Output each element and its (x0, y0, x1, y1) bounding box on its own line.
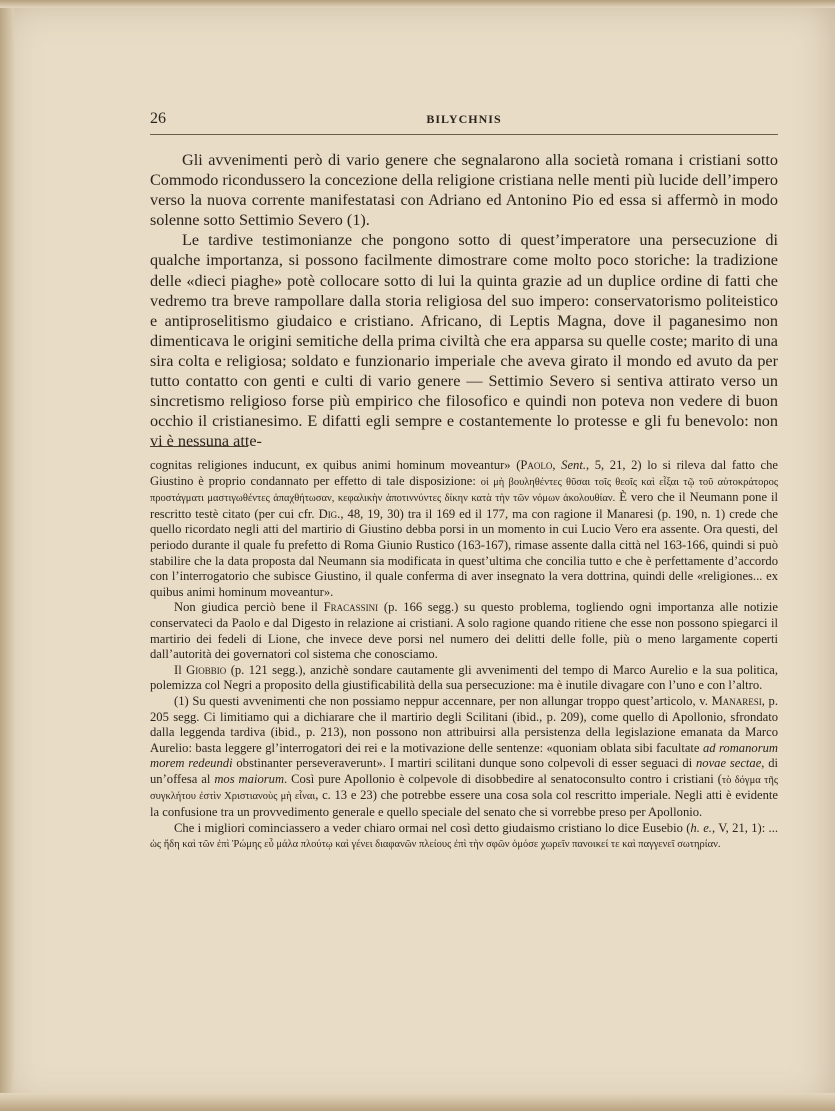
footnote-giobbio: Il Giobbio (p. 121 segg.), anzichè sondare cautamente gli avvenimenti del tempo di Marco Aurelio e la sua politica, polemizza col Negri a proposito della giustificabilità della sua persecuzione: ma è inutile divagare con l’uno e con l’altro. (150, 662, 779, 693)
page-edge-left (0, 0, 14, 1111)
running-title: BILYCHNIS (426, 112, 502, 126)
footnote-fracassini: Non giudica perciò bene il Fracassini (p. 166 segg.) su questo problema, togliendo ogni importanza alle notizie conservateci da Paolo e dal Digesto in relazione ai cristiani. A solo ragione quando ritiene che esse non possono spiegarci il martirio dei fedeli di Lione, che invece deve porsi nel numero dei delitti delle folle, più o meno largamente coperti dall’autorità dei governatori col sistema che conosciamo. (150, 600, 778, 662)
footnote-continuation: cognitas religiones inducunt, ex quibus animi hominum moveantur» (Paolo, Sent., 5, 21, 2) lo si rileva dal fatto che Giustino è proprio condannato per effetto di tale disposizione: οἱ μὴ βουληθέντες θῦσαι τοῖς θεοῖς καὶ εἶξαι τῷ τοῦ αὐτοκράτορος προστάγματι μαστιγωθέντες ἀπαχθήτωσαν, κεφαλικὴν ἀποτιννύντες δίκην κατὰ τὴν τῶν νόμων ἀκολουθίαν. È vero che il Neumann pone il rescritto testè citato (per cui cfr. Dig., 48, 19, 30) tra il 169 ed il 177, ma con ragione il Manaresi (p. 190, n. 1) crede che quello ricordato negli atti del martirio di Giustino debba porsi in un momento in cui Lucio Vero era assente. Ora questi, del periodo durante il quale fu prefetto di Roma Giunio Rustico (163-167), rimase assente dalla città nel 163-166, quindi si può stabilire che la data proposta dal Neumann sia modificata in quest’ultima che concilia tutto e che è perfettamente d’accordo con l’interrogatorio che subisce Giustino, il quale conferma di aver insegnato la vera dottrina, quindi delle «religiones... ex quibus animi hominum moveantur». (150, 458, 779, 599)
page-number: 26 (150, 110, 166, 127)
footnote-separator (150, 446, 248, 447)
running-header (150, 110, 778, 135)
main-text (150, 150, 778, 451)
footnotes (150, 458, 778, 853)
footnote-eusebio: Che i migliori cominciassero a veder chiaro ormai nel così detto giudaismo cristiano lo dice Eusebio (h. e., V, 21, 1): ... ὡς ἤδη καὶ τῶν ἐπὶ Ῥώμης εὖ μάλα πλούτῳ καὶ γένει διαφανῶν πλείους ἐπὶ τὴν σφῶν ὁμόσε χωρεῖν πανοικεί τε καὶ παγγενεῖ σωτηρίαν. (150, 820, 778, 851)
paragraph-1: Gli avvenimenti però di vario genere che segnalarono alla società romana i cristiani sotto Commodo ricondussero la concezione della religione cristiana nelle menti più lucide dell’impero verso la nuova corrente manifestatasi con Adriano ed Antonino Pio ed essa si affermò in modo solenne sotto Settimio Severo (1). (150, 151, 778, 230)
page-edge-bottom (0, 1093, 835, 1111)
footnote-1: (1) Su questi avvenimenti che non possiamo neppur accennare, per non allungar troppo quest’articolo, v. Manaresi, p. 205 segg. Ci limitiamo qui a dichiarare che il martirio degli Scilitani (ibid., p. 209), come quello di Apollonio, sfrondato dalla leggenda tardiva (ibid., p. 213), non possono non attribuirsi alla persistenza della legislazione emanata da Marco Aurelio: basta leggere gl’interrogatori dei rei e la motivazione delle sentenze: «quoniam oblata sibi facultate ad romanorum morem redeundi obstinanter perseveraverunt». I martiri scilitani dunque sono colpevoli di esser seguaci di novae sectae, di un’offesa al mos maiorum. Così pure Apollonio è colpevole di disobbedire al senatoconsulto contro i cristiani (τὸ δόγμα τῆς συγκλήτου ἐστὶν Χριστιανοὺς μὴ εἶναι, c. 13 e 23) che potrebbe essere una cosa sola col rescritto imperiale. Negli atti è evidente la confusione tra un provvedimento generale e quello speciale del senato che si vorrebbe preso per Apollonio. (150, 693, 779, 820)
paragraph-2: Le tardive testimonianze che pongono sotto di quest’imperatore una persecuzione di qualche importanza, si possono facilmente dimostrare come molto poco storiche: la tradizione delle «dieci piaghe» potè collocare sotto di lui la quinta grazie ad un duplice ordine di fatti che vedremo tra breve rampollare dalla storia religiosa del suo impero: conservatorismo politeistico e antiproselitismo giudaico e cristiano. Africano, di Leptis Magna, dove il paganesimo non dimenticava le origini semitiche della prima civiltà che era apparsa su quelle coste; marito di una sira colta e religiosa; soldato e funzionario imperiale che aveva girato il mondo ed avuto da per tutto contatto con genti e culti di vario genere — Settimio Severo si sentiva attirato verso un sincretismo religioso forse più empirico che filosofico e quindi non poteva non vedere di buon occhio il cristianesimo. E difatti egli sempre e costantemente lo protesse e gli fu benevolo: non vi è nessuna atte- (150, 231, 778, 451)
page-edge-top (0, 0, 835, 8)
greek-quote: οἱ μὴ βουληθέντες θῦσαι τοῖς θεοῖς καὶ εἶξαι τῷ τοῦ αὐτοκράτορος προστάγματι μαστιγωθέντες ἀπαχθήτωσαν, κεφαλικὴν ἀποτιννύντες δίκην κατὰ τὴν τῶν νόμων ἀκολουθίαν. (150, 476, 778, 505)
